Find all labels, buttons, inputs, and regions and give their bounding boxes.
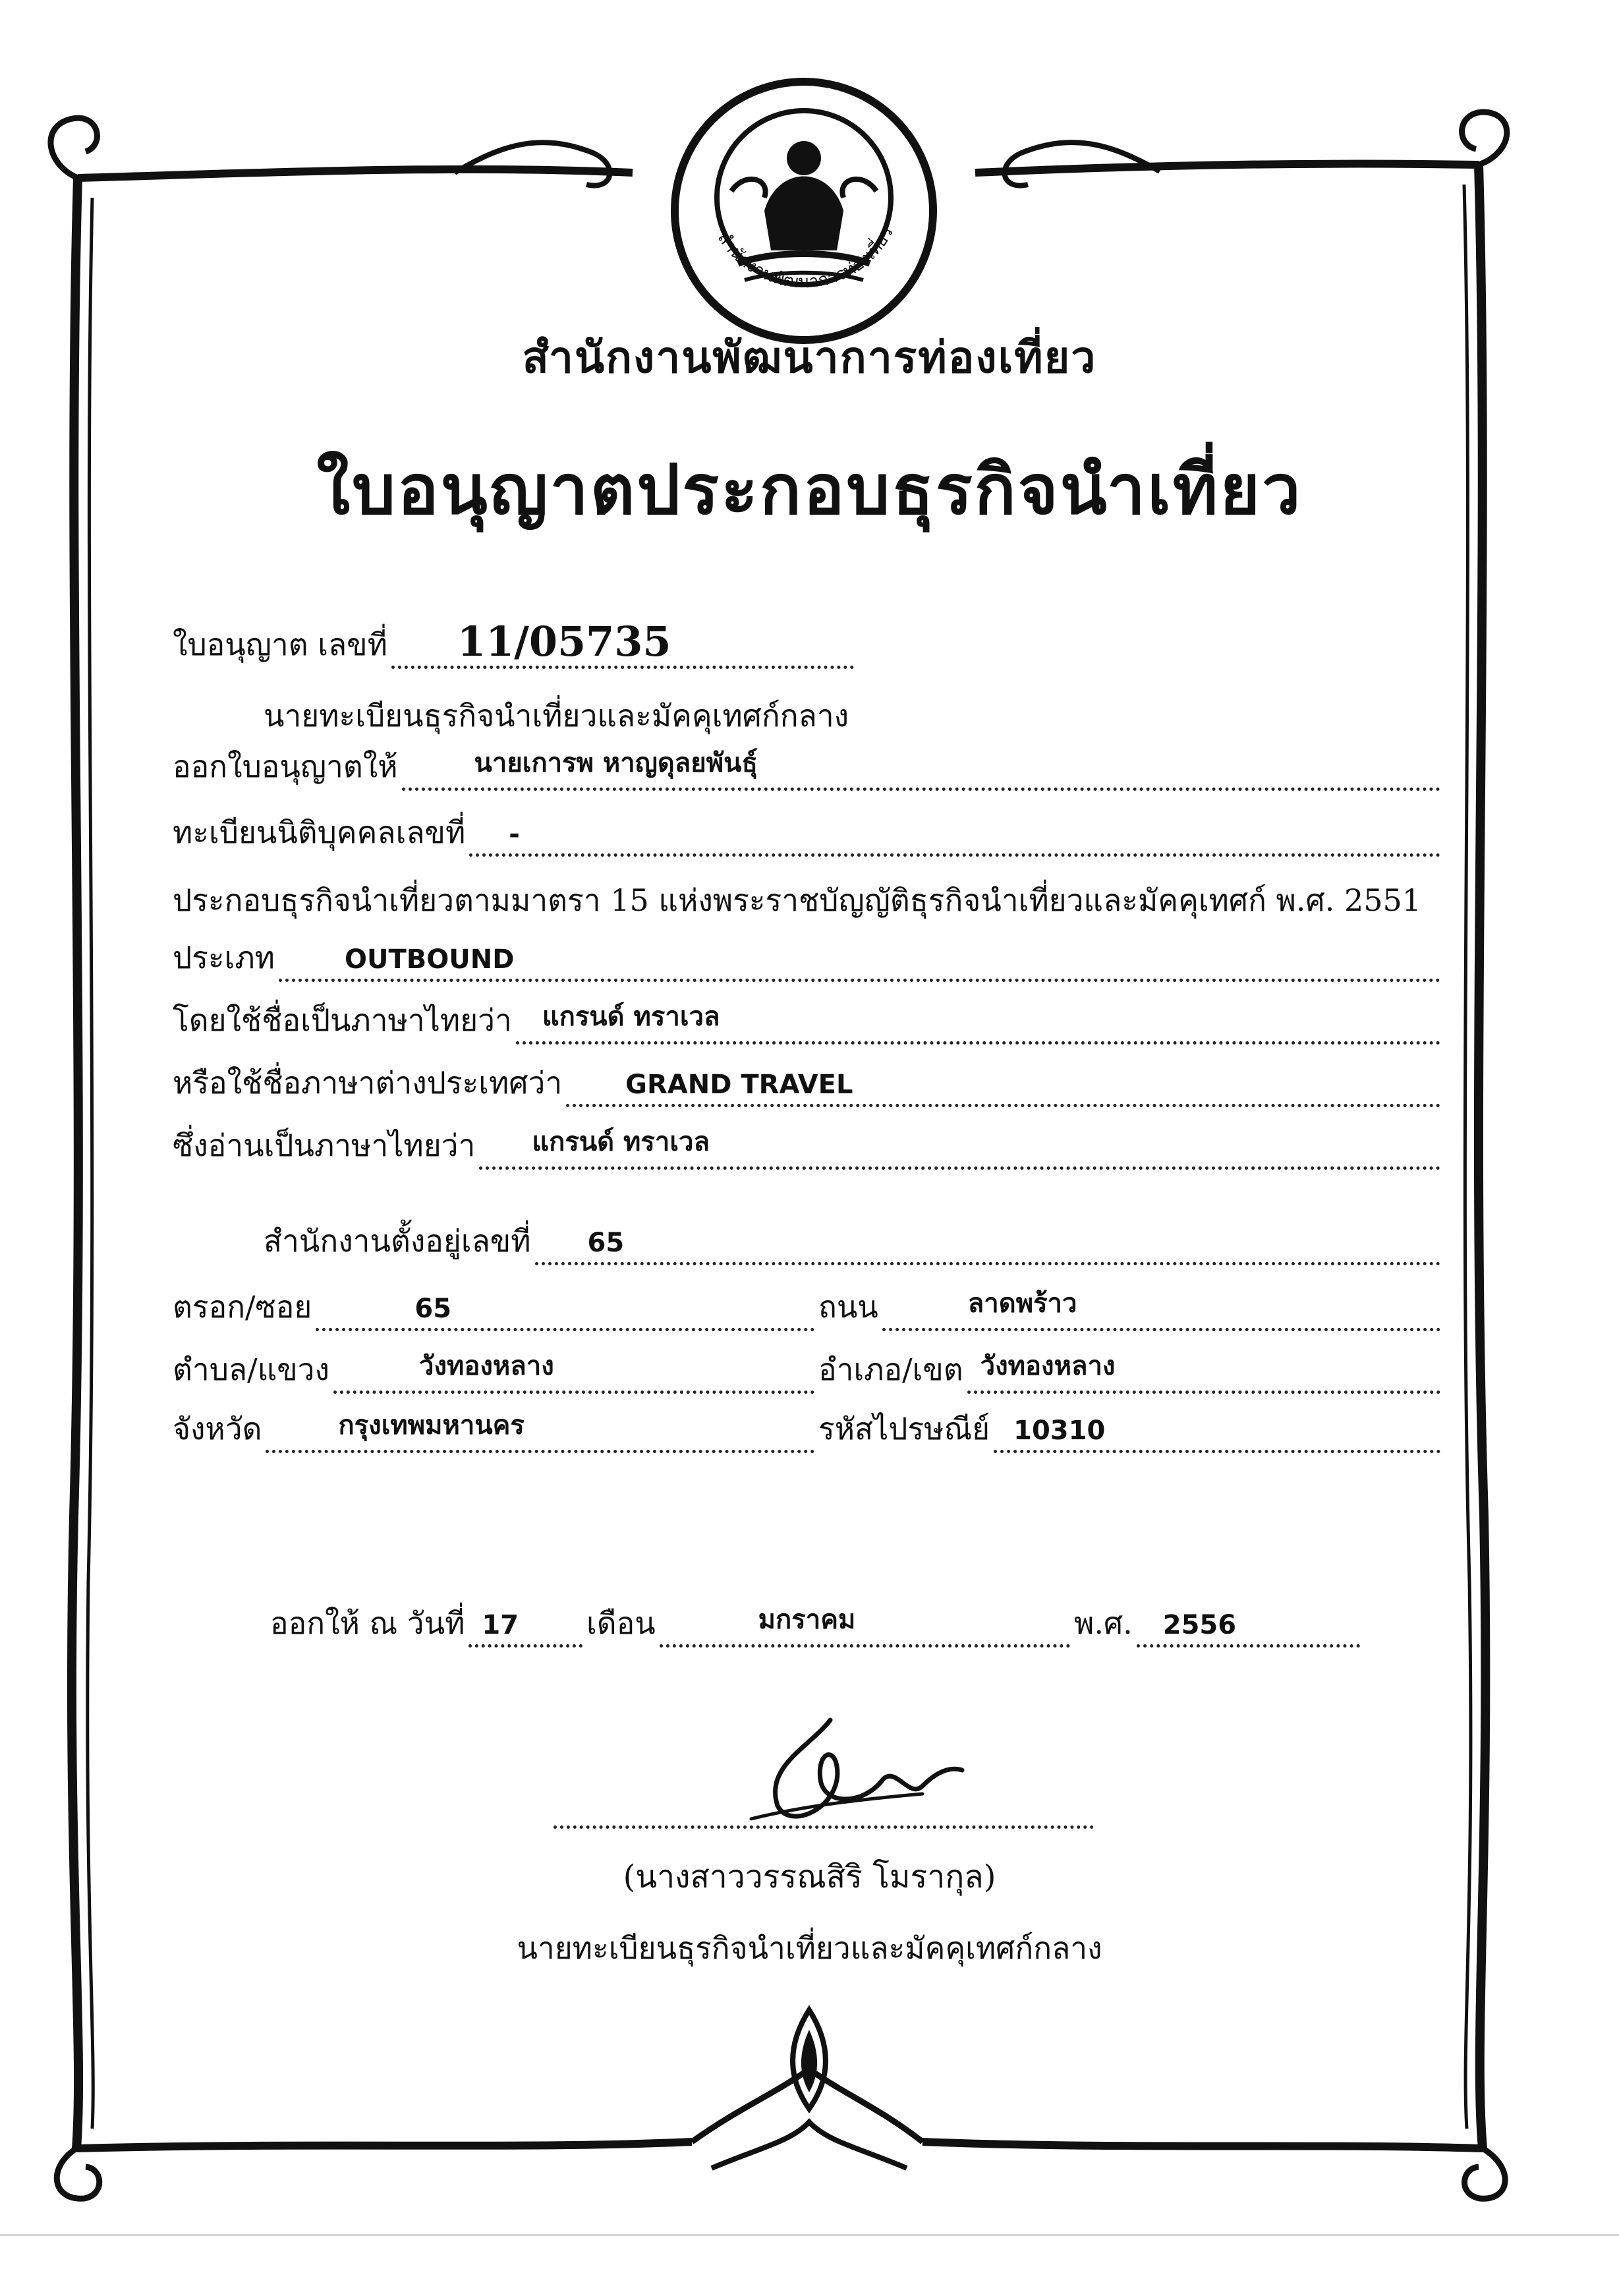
district-value: วังทองหลาง: [980, 1351, 1116, 1381]
issue-day-row: [270, 1595, 586, 1648]
foreign-name-row: [173, 1054, 1444, 1107]
soi-row: [173, 1278, 818, 1331]
license-number-value: 11/05735: [457, 617, 671, 666]
province-label: จังหวัด: [173, 1411, 262, 1447]
juristic-row: [173, 804, 1444, 857]
signer-title: นายทะเบียนธุรกิจนำเที่ยวและมัคคุเทศก์กลาง: [517, 1930, 1102, 1966]
statute-line: ประกอบธุรกิจนำเที่ยวตามมาตรา 15 แห่งพระราชบัญญัติธุรกิจนำเที่ยวและมัคคุเทศก์ พ.ศ. 2551: [173, 882, 1422, 918]
issued-to-label: ออกใบอนุญาตให้: [173, 749, 398, 784]
subdistrict-value: วังทองหลาง: [418, 1351, 554, 1381]
office-label: สำนักงานตั้งอยู่เลขที่: [264, 1223, 531, 1259]
license-number-row: [173, 616, 858, 669]
issue-date-prefix: ออกให้ ณ วันที่: [270, 1605, 465, 1641]
issued-to-row: [173, 738, 1444, 791]
issue-month-label: เดือน: [586, 1605, 656, 1641]
signer-name: (นางสาววรรณสิริ โมรากุล): [623, 1858, 996, 1895]
soi-label: ตรอก/ซอย: [173, 1289, 312, 1325]
type-value: OUTBOUND: [344, 944, 515, 975]
seal-text: สำนักงานพัฒนาการท่องเที่ยว: [713, 223, 897, 293]
issue-day-value: 17: [482, 1610, 519, 1640]
issue-month-value: มกราคม: [758, 1605, 856, 1635]
juristic-label: ทะเบียนนิติบุคคลเลขที่: [173, 815, 466, 850]
postcode-label: รหัสไปรษณีย์: [818, 1411, 990, 1447]
license-number-label: ใบอนุญาต เลขที่: [173, 627, 387, 662]
reading-value: แกรนด์ ทราเวล: [532, 1127, 710, 1157]
district-label: อำเภอ/เขต: [818, 1352, 963, 1387]
road-row: [818, 1278, 1444, 1331]
type-label: ประเภท: [173, 940, 275, 975]
thai-name-row: [173, 992, 1444, 1045]
handwritten-signature: [554, 1707, 1107, 1832]
issued-to-value: นายเการพ หาญดุลยพันธุ์: [474, 748, 758, 778]
road-label: ถนน: [818, 1289, 878, 1325]
issue-year-value: 2556: [1162, 1610, 1237, 1640]
foreign-name-value: GRAND TRAVEL: [625, 1070, 853, 1100]
signature-line: [554, 1825, 1094, 1829]
thai-name-label: โดยใช้ชื่อเป็นภาษาไทยว่า: [173, 1002, 512, 1038]
scan-edge-divider: [0, 2234, 1619, 2236]
type-row: [173, 929, 1444, 982]
province-value: กรุงเทพมหานคร: [338, 1410, 525, 1441]
office-row: [264, 1213, 1444, 1265]
province-row: [173, 1400, 818, 1453]
issuer-line: นายทะเบียนธุรกิจนำเที่ยวและมัคคุเทศก์กลาง: [264, 698, 849, 733]
juristic-value: -: [509, 819, 520, 849]
agency-seal-logo: [666, 72, 942, 349]
postcode-row: [818, 1400, 1444, 1453]
document-title: ใบอนุญาตประกอบธุรกิจนำเที่ยว: [316, 449, 1303, 530]
reading-row: [173, 1117, 1444, 1170]
district-row: [818, 1341, 1444, 1394]
issue-year-label: พ.ศ.: [1074, 1605, 1133, 1641]
issue-month-row: [586, 1595, 1074, 1648]
postcode-value: 10310: [1013, 1416, 1106, 1446]
issue-year-row: [1074, 1595, 1364, 1648]
foreign-name-label: หรือใช้ชื่อภาษาต่างประเทศว่า: [173, 1065, 563, 1101]
soi-value: 65: [414, 1294, 452, 1324]
office-value: 65: [587, 1228, 625, 1258]
subdistrict-row: [173, 1341, 818, 1394]
road-value: ลาดพร้าว: [967, 1288, 1077, 1319]
organization-title: สำนักงานพัฒนาการท่องเที่ยว: [522, 331, 1097, 383]
subdistrict-label: ตำบล/แขวง: [173, 1352, 329, 1387]
thai-name-value: แกรนด์ ทราเวล: [542, 1002, 720, 1032]
reading-label: ซึ่งอ่านเป็นภาษาไทยว่า: [173, 1128, 476, 1163]
